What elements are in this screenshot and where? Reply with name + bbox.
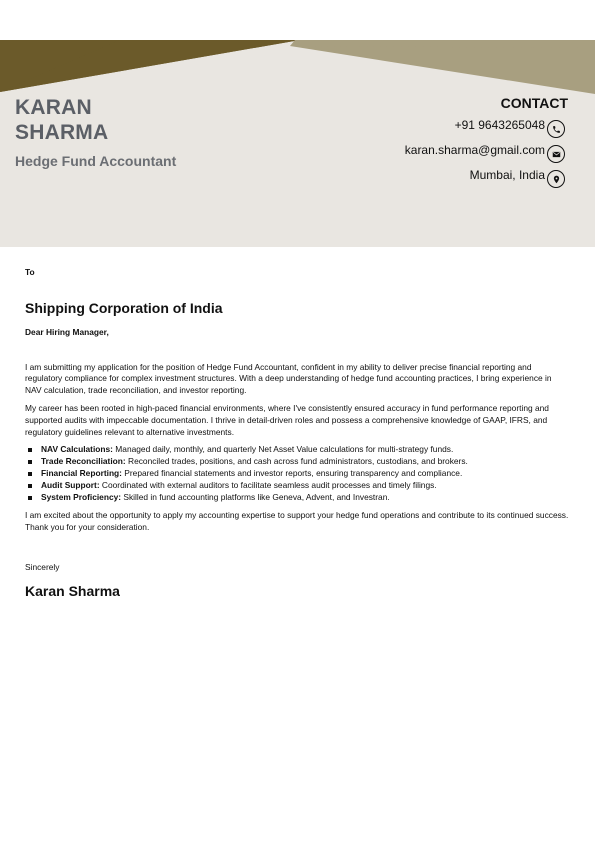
- list-item-text: Managed daily, monthly, and quarterly Net Asset Value calculations for multi-strategy funds.: [112, 444, 454, 455]
- contact-heading: CONTACT: [500, 95, 568, 111]
- first-name: KARAN: [15, 96, 92, 119]
- list-item-label: NAV Calculations:: [41, 444, 113, 455]
- paragraph-experience: My career has been rooted in high-paced financial environments, where I've consistently ensured accuracy in fund performance reporting and supported audits with impeccable documentation. I thrive in detail-driven roles and possess a comprehensive knowledge of GAAP, IFRS, and regulatory guidelines relevant to alternative investments.: [25, 402, 549, 437]
- list-item-label: Trade Reconciliation:: [41, 456, 126, 467]
- list-item: [25, 444, 570, 456]
- resume-header: [0, 40, 595, 247]
- salutation: Dear Hiring Manager,: [25, 326, 109, 337]
- location-text: Mumbai, India: [469, 168, 545, 182]
- contact-location: [470, 162, 565, 188]
- list-item-label: Audit Support:: [41, 479, 100, 490]
- job-title: Hedge Fund Accountant: [15, 153, 177, 169]
- list-item-text: Coordinated with external auditors to facilitate seamless audit processes and timely filings.: [99, 479, 437, 490]
- recipient-to: To: [25, 267, 35, 277]
- phone-text: +91 9643265048: [454, 118, 545, 132]
- phone-icon: [547, 120, 565, 138]
- signature-name: Karan Sharma: [25, 582, 120, 599]
- envelope-icon: [547, 145, 565, 163]
- applicant-name: [15, 95, 108, 145]
- map-pin-icon: [547, 170, 565, 188]
- header-decorative-band: [0, 40, 595, 100]
- achievements-list: [25, 444, 570, 503]
- email-text[interactable]: karan.sharma@gmail.com: [404, 143, 545, 157]
- list-item-label: Financial Reporting:: [41, 467, 122, 478]
- list-item-label: System Proficiency:: [41, 491, 122, 502]
- list-item-text: Reconciled trades, positions, and cash across fund administrators, custodians, and brokers.: [125, 456, 468, 467]
- letter-body: [25, 267, 570, 614]
- closing-phrase: Sincerely: [25, 561, 60, 572]
- contact-email: [405, 137, 565, 163]
- list-item-text: Prepared financial statements and investor reports, ensuring transparency and compliance.: [121, 467, 463, 478]
- last-name: SHARMA: [15, 121, 109, 144]
- list-item: [25, 492, 570, 504]
- contact-phone: [455, 112, 565, 138]
- company-name: Shipping Corporation of India: [25, 299, 223, 316]
- paragraph-closing: I am excited about the opportunity to apply my accounting expertise to support your hedge fund operations and contribute to its continued success. Thank you for your consideration.: [25, 510, 569, 533]
- paragraph-intro: I am submitting my application for the position of Hedge Fund Accountant, confident in my ability to deliver precise financial reporting and regulatory compliance for complex investment structures. With a deep understanding of hedge fund accounting practices, I bring experience in NAV calculation, trade reconciliation, and investor reporting.: [25, 361, 552, 396]
- list-item: [25, 480, 570, 492]
- list-item: [25, 468, 570, 480]
- list-item: [25, 456, 570, 468]
- list-item-text: Skilled in fund accounting platforms like Geneva, Advent, and Investran.: [121, 491, 390, 502]
